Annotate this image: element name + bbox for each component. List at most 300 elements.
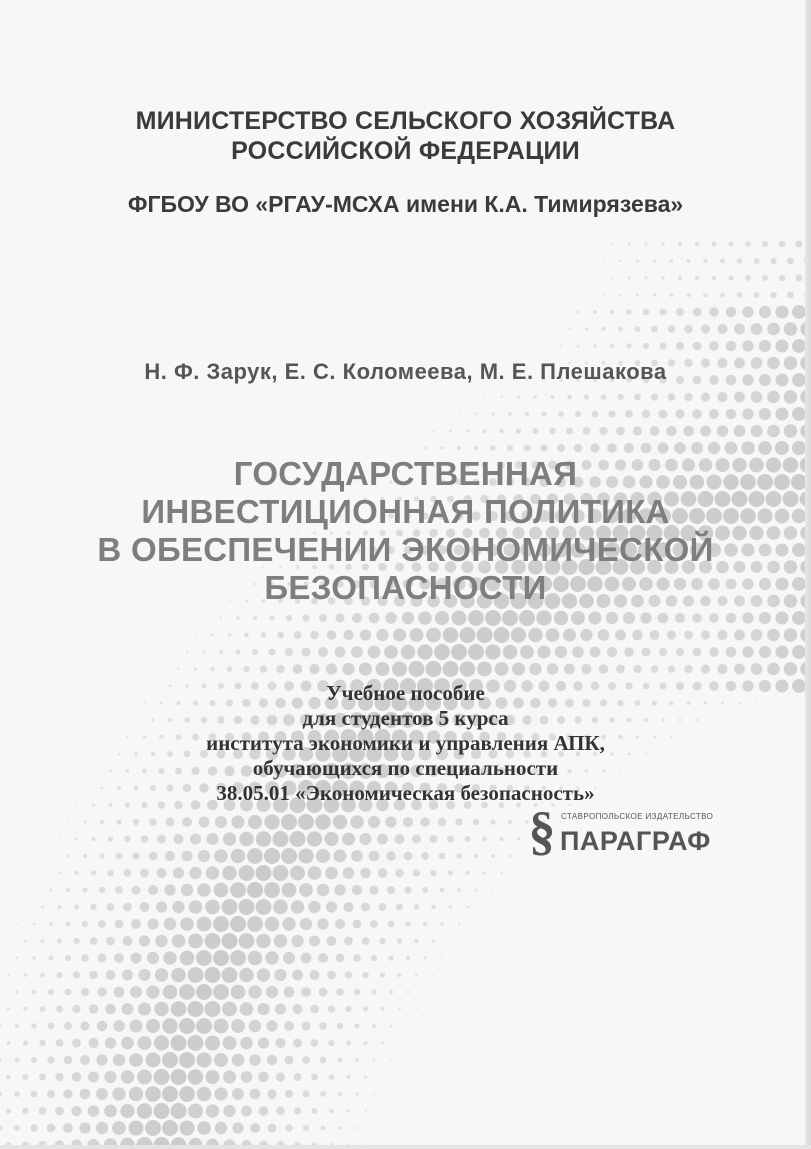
halftone-dot <box>256 865 272 881</box>
halftone-dot <box>206 866 219 879</box>
halftone-dot <box>644 242 647 245</box>
halftone-dot <box>423 956 426 959</box>
halftone-dot <box>89 971 98 980</box>
halftone-dot <box>675 613 685 623</box>
halftone-dot <box>678 242 682 246</box>
halftone-dot <box>435 611 449 625</box>
halftone-dot <box>396 904 403 911</box>
halftone-dot <box>286 615 292 621</box>
halftone-dot <box>726 341 737 352</box>
halftone-dot <box>558 411 564 417</box>
halftone-dot <box>50 855 52 857</box>
halftone-dot <box>146 1019 160 1033</box>
halftone-dot <box>231 815 244 828</box>
halftone-dot <box>741 441 754 454</box>
halftone-dot <box>509 889 510 890</box>
halftone-dot <box>98 954 107 963</box>
halftone-dot <box>6 1108 11 1113</box>
halftone-dot <box>214 849 227 862</box>
halftone-dot <box>482 429 486 433</box>
halftone-dot <box>449 430 452 433</box>
halftone-dot <box>210 667 215 672</box>
halftone-dot <box>301 987 311 997</box>
halftone-dot <box>762 241 768 247</box>
halftone-dot <box>607 647 617 657</box>
halftone-dot <box>455 818 462 825</box>
halftone-dot <box>610 344 615 349</box>
halftone-dot <box>57 938 62 943</box>
halftone-dot <box>213 950 229 966</box>
halftone-dot <box>171 1035 187 1051</box>
halftone-dot <box>215 816 227 828</box>
halftone-dot <box>285 1090 293 1098</box>
halftone-dot <box>397 973 401 977</box>
halftone-dot <box>379 903 387 911</box>
halftone-dot <box>441 957 443 959</box>
halftone-dot <box>327 971 336 980</box>
halftone-dot <box>483 871 486 874</box>
halftone-dot <box>243 666 250 673</box>
halftone-dot <box>466 429 469 432</box>
halftone-dot <box>775 611 788 624</box>
halftone-dot <box>399 1042 401 1044</box>
halftone-dot <box>222 866 237 881</box>
halftone-dot <box>726 613 737 624</box>
halftone-dot <box>684 393 692 401</box>
halftone-dot <box>355 1092 358 1095</box>
halftone-dot <box>63 1123 73 1133</box>
halftone-dot <box>148 885 158 895</box>
halftone-dot <box>173 867 184 878</box>
halftone-dot <box>485 610 501 626</box>
halftone-dot <box>31 1057 37 1063</box>
halftone-dot <box>145 1120 161 1136</box>
halftone-dot <box>124 869 132 877</box>
halftone-dot <box>490 445 496 451</box>
halftone-dot <box>244 633 249 638</box>
halftone-dot <box>188 1104 203 1119</box>
halftone-dot <box>232 1122 243 1133</box>
halftone-dot <box>309 664 319 674</box>
halftone-dot <box>354 1023 359 1028</box>
halftone-dot <box>154 1103 170 1119</box>
halftone-dot <box>543 345 544 346</box>
halftone-dot <box>342 663 354 675</box>
halftone-dot <box>393 628 406 641</box>
halftone-dot <box>475 889 478 892</box>
halftone-dot <box>434 644 450 660</box>
halftone-dot <box>618 327 623 332</box>
halftone-dot <box>381 1007 385 1011</box>
halftone-dot <box>7 974 9 976</box>
halftone-dot <box>203 617 204 618</box>
halftone-dot <box>557 444 565 452</box>
halftone-dot <box>792 645 806 659</box>
halftone-dot <box>659 342 666 349</box>
halftone-dot <box>196 950 212 966</box>
halftone-dot <box>336 988 344 996</box>
halftone-dot <box>137 1103 152 1118</box>
halftone-dot <box>438 818 446 826</box>
halftone-dot <box>661 242 665 246</box>
halftone-dot <box>317 918 328 929</box>
halftone-dot <box>129 1087 143 1101</box>
halftone-dot <box>742 646 753 657</box>
halftone-dot <box>214 1087 227 1100</box>
halftone-dot <box>55 1107 64 1116</box>
halftone-dot <box>131 919 141 929</box>
halftone-dot <box>285 648 293 656</box>
halftone-dot <box>354 989 360 995</box>
halftone-dot <box>468 610 484 626</box>
halftone-dot <box>344 937 353 946</box>
halftone-dot <box>333 815 347 829</box>
halftone-dot <box>30 1124 37 1131</box>
halftone-dot <box>222 899 238 915</box>
halftone-dot <box>670 259 674 263</box>
halftone-dot <box>71 1106 81 1116</box>
halftone-dot <box>319 988 328 997</box>
halftone-dot <box>347 1109 350 1112</box>
halftone-dot <box>775 441 789 455</box>
halftone-dot <box>130 952 141 963</box>
halftone-dot <box>55 1073 63 1081</box>
halftone-dot <box>792 339 806 353</box>
halftone-dot <box>651 393 658 400</box>
halftone-dot <box>737 258 742 263</box>
halftone-dot <box>163 951 176 964</box>
halftone-dot <box>50 889 53 892</box>
halftone-dot <box>311 1074 318 1081</box>
halftone-dot <box>179 1052 195 1068</box>
halftone-dot <box>635 326 641 332</box>
halftone-dot <box>230 950 246 966</box>
halftone-dot <box>47 1124 56 1133</box>
halftone-dot <box>784 424 797 437</box>
halftone-dot <box>239 933 255 949</box>
subtitle-line-5: 38.05.01 «Экономическая безопасность» <box>216 781 595 805</box>
halftone-dot <box>543 277 544 278</box>
halftone-dot <box>759 646 771 658</box>
halftone-dot <box>179 1018 195 1034</box>
halftone-dot <box>362 937 370 945</box>
halftone-dot <box>0 1092 2 1096</box>
halftone-dot <box>643 309 649 315</box>
halftone-dot <box>599 664 608 673</box>
halftone-dot <box>734 664 745 675</box>
halftone-dot <box>294 631 302 639</box>
halftone-dot <box>623 612 635 624</box>
halftone-dot <box>779 241 786 248</box>
halftone-dot <box>691 442 703 454</box>
halftone-dot <box>693 342 702 351</box>
halftone-dot <box>767 663 780 676</box>
halftone-dot <box>258 1037 269 1048</box>
halftone-dot <box>359 662 372 675</box>
halftone-dot <box>650 630 660 640</box>
halftone-dot <box>239 899 255 915</box>
halftone-dot <box>161 668 162 669</box>
halftone-dot <box>163 985 178 1000</box>
halftone-dot <box>369 851 380 862</box>
halftone-dot <box>230 882 246 898</box>
subtitle-line-4: обучающихся по специальности <box>252 756 559 780</box>
halftone-dot <box>375 662 389 676</box>
halftone-dot <box>112 1087 125 1100</box>
halftone-dot <box>14 1091 20 1097</box>
halftone-dot <box>334 850 347 863</box>
halftone-dot <box>157 835 166 844</box>
halftone-dot <box>424 991 426 993</box>
halftone-dot <box>213 984 229 1000</box>
halftone-dot <box>406 956 410 960</box>
halftone-dot <box>384 645 398 659</box>
ministry-header <box>0 106 811 166</box>
halftone-dot <box>536 610 551 625</box>
halftone-dot <box>90 904 96 910</box>
halftone-dot <box>712 242 717 247</box>
halftone-dot <box>73 971 80 978</box>
halftone-dot <box>133 819 139 825</box>
halftone-dot <box>754 258 760 264</box>
halftone-dot <box>371 955 377 961</box>
halftone-dot <box>364 1110 366 1112</box>
halftone-dot <box>742 612 753 623</box>
halftone-dot <box>72 1005 80 1013</box>
halftone-dot <box>346 1075 350 1079</box>
halftone-dot <box>770 258 776 264</box>
halftone-dot <box>123 903 132 912</box>
halftone-dot <box>619 294 622 297</box>
halftone-dot <box>380 972 385 977</box>
book-title <box>0 455 811 607</box>
halftone-dot <box>120 1104 134 1118</box>
halftone-dot <box>318 647 328 657</box>
halftone-dot <box>503 645 518 660</box>
halftone-dot <box>40 1006 46 1012</box>
halftone-dot <box>451 644 467 660</box>
halftone-dot <box>728 275 733 280</box>
halftone-dot <box>336 954 345 963</box>
halftone-dot <box>709 613 719 623</box>
halftone-dot <box>792 611 806 625</box>
halftone-dot <box>412 835 421 844</box>
halftone-dot <box>759 306 771 318</box>
halftone-dot <box>33 889 35 891</box>
halftone-dot <box>84 821 87 824</box>
halftone-dot <box>282 883 297 898</box>
halftone-dot <box>701 630 710 639</box>
halftone-dot <box>577 311 580 314</box>
halftone-dot <box>65 921 70 926</box>
halftone-dot <box>592 411 599 418</box>
halftone-dot <box>372 1024 376 1028</box>
halftone-dot <box>343 630 353 640</box>
halftone-dot <box>141 835 149 843</box>
halftone-dot <box>390 1025 393 1028</box>
halftone-dot <box>240 1037 253 1050</box>
halftone-dot <box>577 277 578 278</box>
halftone-dot <box>659 308 666 315</box>
halftone-dot <box>80 1089 91 1100</box>
halftone-dot <box>452 611 467 626</box>
halftone-dot <box>115 920 124 929</box>
halftone-dot <box>775 645 788 658</box>
halftone-dot <box>642 648 651 657</box>
halftone-dot <box>343 867 355 879</box>
halftone-dot <box>202 650 205 653</box>
halftone-dot <box>319 1022 327 1030</box>
halftone-dot <box>169 651 170 652</box>
halftone-dot <box>235 649 240 654</box>
book-subtitle <box>0 681 811 806</box>
halftone-dot <box>0 1126 2 1131</box>
halftone-dot <box>555 646 567 658</box>
halftone-dot <box>205 1001 221 1017</box>
halftone-dot <box>416 1008 418 1010</box>
halftone-dot <box>276 1072 285 1081</box>
halftone-dot <box>190 833 201 844</box>
title-line-3: В ОБЕСПЕЧЕНИИ ЭКОНОМИЧЕСКОЙ <box>97 531 714 568</box>
halftone-dot <box>566 427 573 434</box>
halftone-dot <box>684 325 692 333</box>
halftone-dot <box>390 1059 392 1061</box>
halftone-dot <box>155 935 167 947</box>
halftone-dot <box>247 848 263 864</box>
halftone-dot <box>327 936 337 946</box>
halftone-dot <box>211 634 214 637</box>
halftone-dot <box>264 848 280 864</box>
halftone-dot <box>767 425 780 438</box>
halftone-dot <box>499 837 503 841</box>
halftone-dot <box>537 645 550 658</box>
halftone-dot <box>265 951 278 964</box>
halftone-dot <box>222 1002 237 1017</box>
halftone-dot <box>653 259 656 262</box>
halftone-dot <box>373 1093 375 1095</box>
halftone-dot <box>594 277 596 279</box>
halftone-dot <box>162 1052 178 1068</box>
halftone-dot <box>214 1053 228 1067</box>
halftone-dot <box>640 612 651 623</box>
halftone-dot <box>293 664 302 673</box>
halftone-dot <box>370 920 378 928</box>
halftone-dot <box>457 446 461 450</box>
halftone-dot <box>352 885 362 895</box>
halftone-dot <box>368 816 380 828</box>
halftone-dot <box>616 427 625 436</box>
halftone-dot <box>311 1039 319 1047</box>
halftone-dot <box>568 328 570 330</box>
halftone-dot <box>223 832 236 845</box>
halftone-dot <box>395 869 403 877</box>
halftone-dot <box>41 906 44 909</box>
halftone-dot <box>166 818 175 827</box>
halftone-dot <box>247 916 263 932</box>
halftone-dot <box>728 241 733 246</box>
halftone-dot <box>500 396 502 398</box>
halftone-dot <box>219 650 223 654</box>
halftone-dot <box>140 869 149 878</box>
halftone-dot <box>300 952 311 963</box>
halftone-dot <box>659 410 668 419</box>
halftone-dot <box>508 820 513 825</box>
halftone-dot <box>326 663 337 674</box>
halftone-dot <box>281 848 297 864</box>
halftone-dot <box>290 866 305 881</box>
halftone-dot <box>81 988 89 996</box>
halftone-dot <box>787 292 794 299</box>
halftone-dot <box>6 1075 11 1080</box>
halftone-dot <box>198 850 210 862</box>
halftone-dot <box>106 970 116 980</box>
halftone-dot <box>112 1121 126 1135</box>
halftone-dot <box>598 629 610 641</box>
halftone-dot <box>268 648 275 655</box>
halftone-dot <box>171 968 186 983</box>
halftone-dot <box>431 905 436 910</box>
halftone-dot <box>96 1054 107 1065</box>
halftone-dot <box>266 1020 277 1031</box>
halftone-dot <box>385 816 396 827</box>
halftone-dot <box>155 968 168 981</box>
halftone-dot <box>189 867 201 879</box>
halftone-dot <box>534 395 538 399</box>
halftone-dot <box>104 1105 117 1118</box>
halftone-dot <box>643 343 649 349</box>
halftone-dot <box>516 428 521 433</box>
halftone-dot <box>64 1056 73 1065</box>
halftone-dot <box>626 309 631 314</box>
halftone-dot <box>610 310 615 315</box>
halftone-dot <box>404 852 413 861</box>
halftone-dot <box>440 446 443 449</box>
halftone-dot <box>586 260 588 262</box>
halftone-dot <box>249 1054 261 1066</box>
halftone-dot <box>232 1088 244 1100</box>
halftone-dot <box>767 323 780 336</box>
halftone-dot <box>413 869 420 876</box>
halftone-dot <box>667 630 676 639</box>
halftone-dot <box>291 935 303 947</box>
page-edge-right <box>805 0 811 1149</box>
halftone-dot <box>298 848 313 863</box>
halftone-dot <box>616 665 625 674</box>
halftone-dot <box>310 631 319 640</box>
halftone-dot <box>33 923 36 926</box>
halftone-dot <box>205 1070 219 1084</box>
halftone-dot <box>345 971 353 979</box>
halftone-dot <box>7 1007 10 1010</box>
halftone-dot <box>275 1038 285 1048</box>
halftone-dot <box>683 426 694 437</box>
halftone-dot <box>577 243 578 244</box>
halftone-dot <box>695 276 699 280</box>
halftone-dot <box>274 969 286 981</box>
halftone-dot <box>172 934 186 948</box>
halftone-dot <box>75 838 78 841</box>
halftone-dot <box>352 613 362 623</box>
halftone-dot <box>15 1024 19 1028</box>
halftone-dot <box>205 933 221 949</box>
halftone-dot <box>519 610 535 626</box>
halftone-dot <box>205 1035 220 1050</box>
halftone-dot <box>426 628 441 643</box>
halftone-dot <box>24 973 28 977</box>
halftone-dot <box>308 866 322 880</box>
halftone-dot <box>123 936 133 946</box>
halftone-dot <box>116 853 123 860</box>
